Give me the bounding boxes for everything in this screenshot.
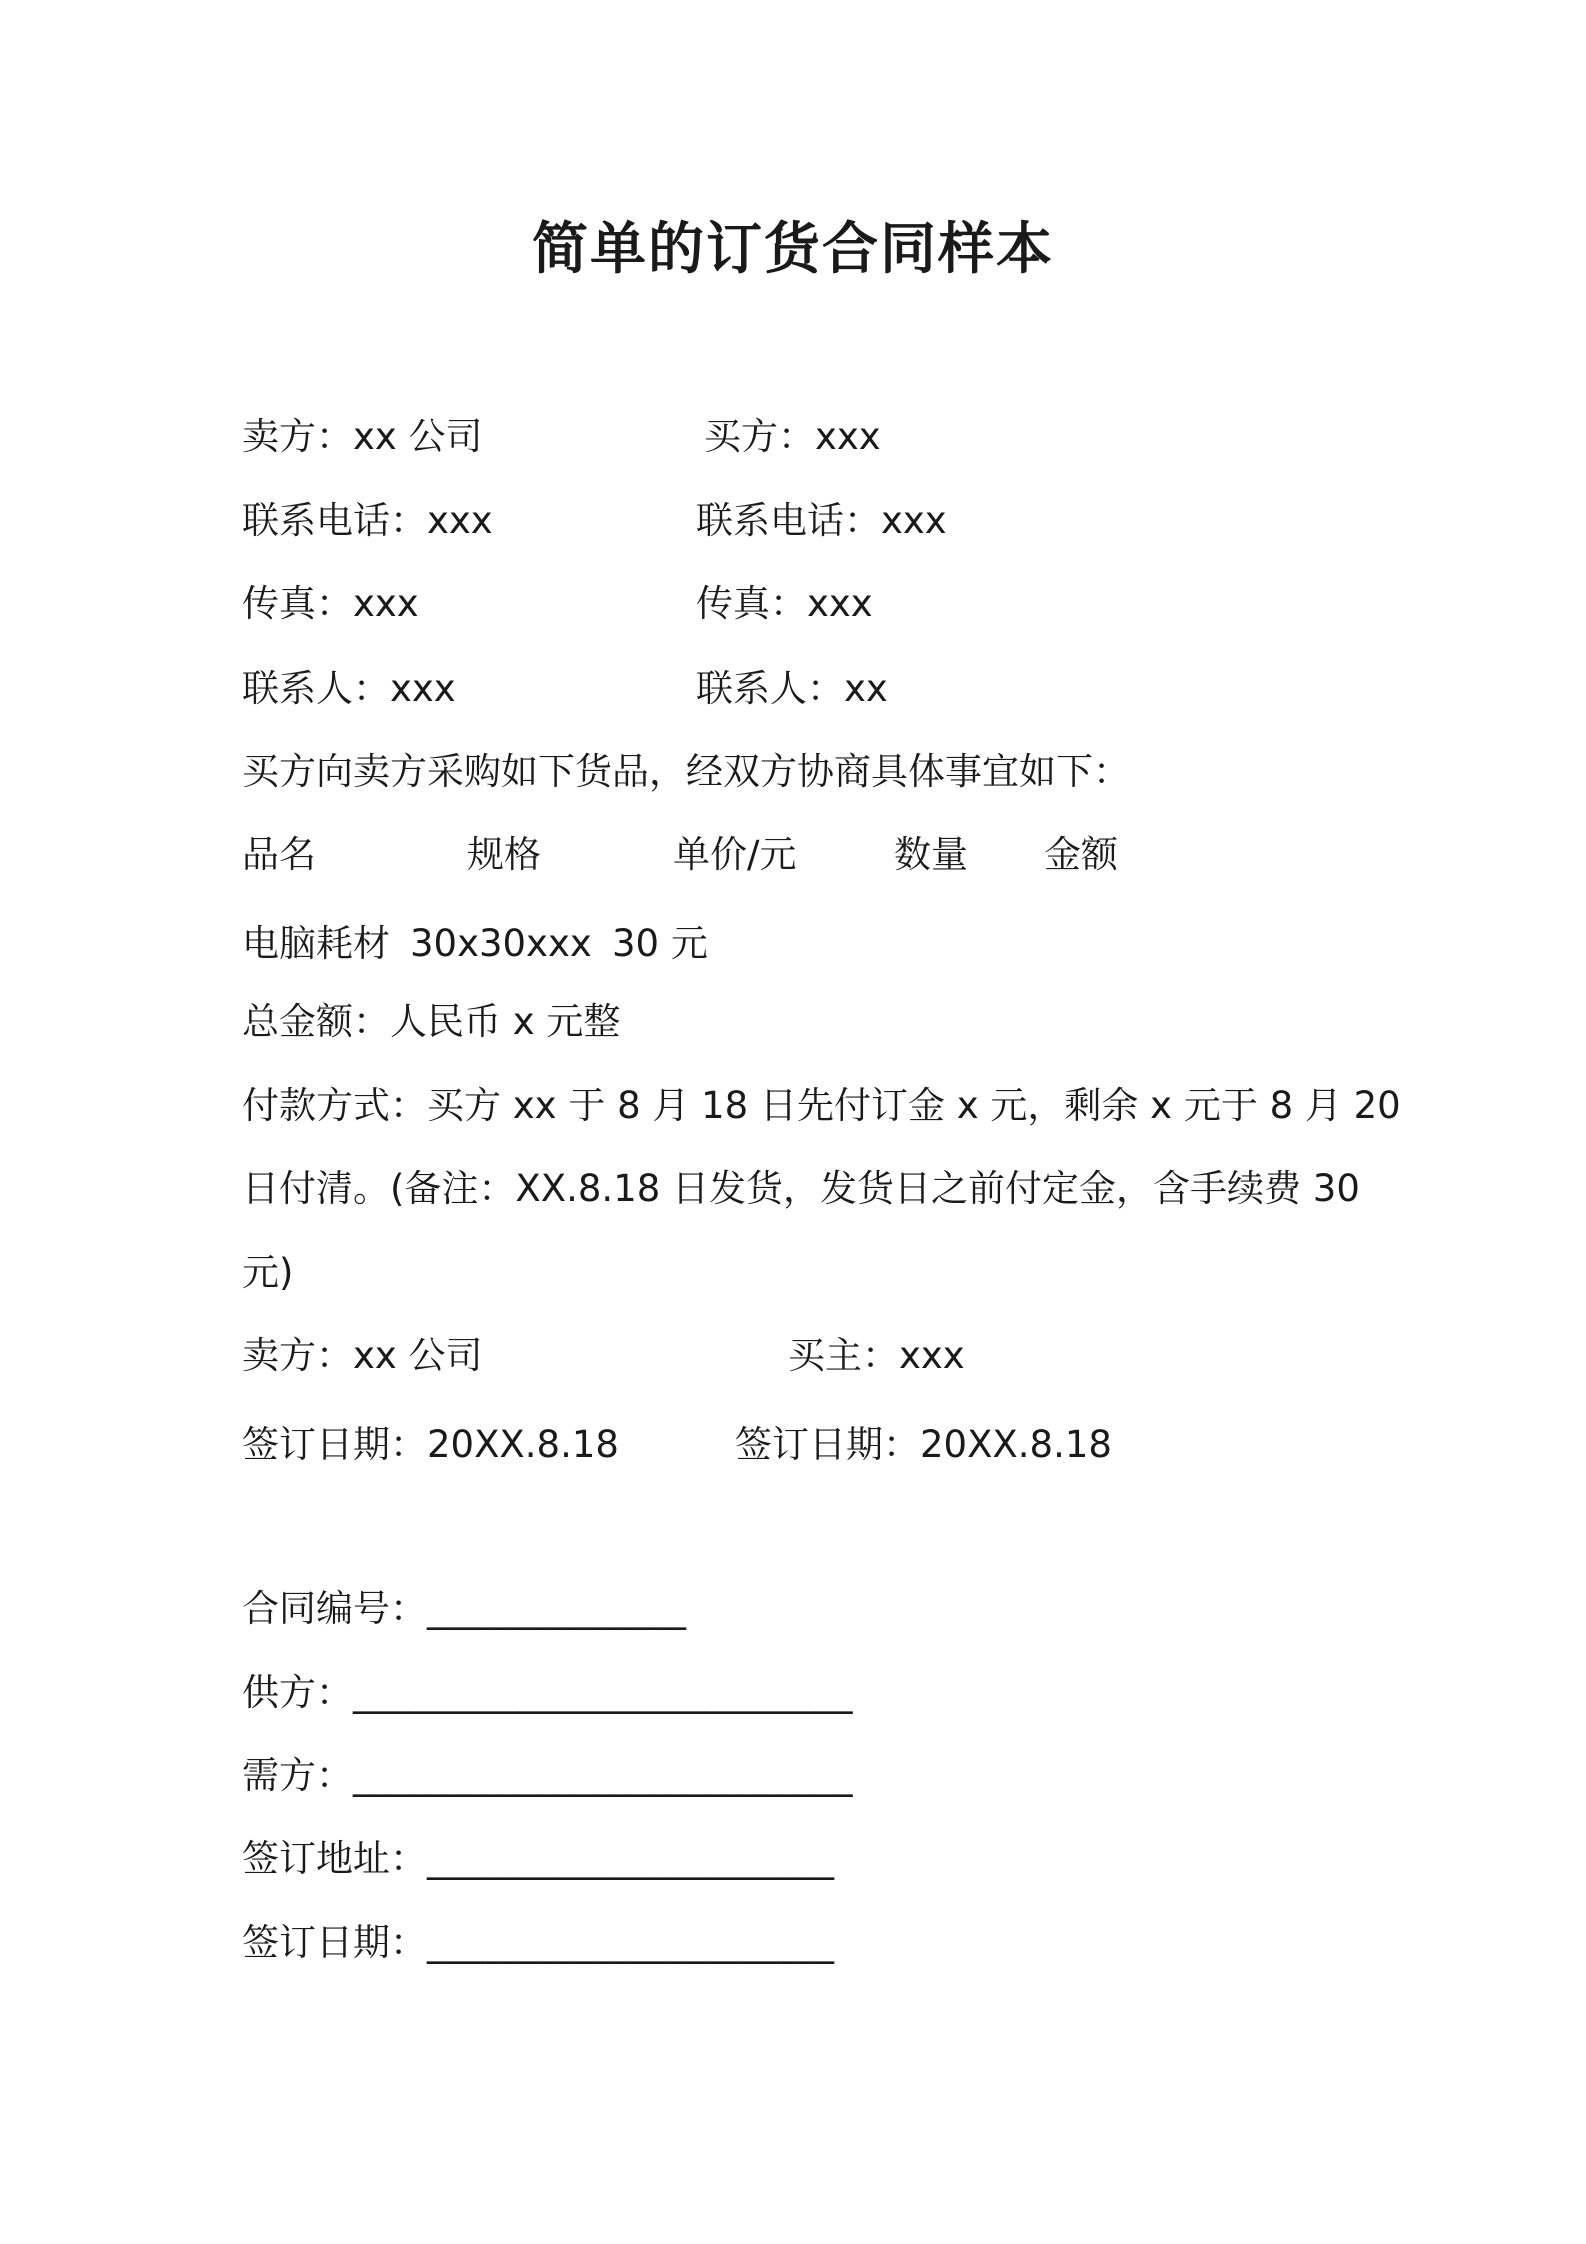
form-field-label: 签订日期： xyxy=(242,1921,427,1964)
buyer-fax: 传真：xxx xyxy=(696,582,873,625)
form-field-demander xyxy=(242,1751,853,1801)
form-field-label: 合同编号： xyxy=(242,1587,427,1630)
table-header-spec: 规格 xyxy=(467,833,541,876)
seller-name: 卖方：xx 公司 xyxy=(242,415,483,458)
buyer-sign: 买主：xxx xyxy=(788,1334,965,1377)
table-header-price: 单价/元 xyxy=(673,833,797,876)
document-title: 简单的订货合同样本 xyxy=(532,217,1054,282)
table-header-name: 品名 xyxy=(242,833,316,876)
buyer-sign-date: 签订日期：20XX.8.18 xyxy=(735,1423,1112,1466)
seller-sign-date: 签订日期：20XX.8.18 xyxy=(242,1423,619,1466)
seller-contact: 联系人：xxx xyxy=(242,667,456,710)
item-spec: 30x30xxx xyxy=(410,922,592,965)
total-amount: 总金额：人民币 x 元整 xyxy=(242,1000,621,1043)
seller-fax: 传真：xxx xyxy=(242,582,419,625)
seller-sign: 卖方：xx 公司 xyxy=(242,1334,483,1377)
form-field-contract-number xyxy=(242,1584,686,1634)
payment-line: 元) xyxy=(242,1251,294,1294)
form-field-label: 供方： xyxy=(242,1671,353,1714)
form-field-blank: ______________ xyxy=(427,1587,686,1630)
form-field-blank: ___________________________ xyxy=(353,1671,853,1714)
item-name: 电脑耗材 xyxy=(242,922,390,965)
table-header-amount: 金额 xyxy=(1044,833,1118,876)
form-field-blank: ______________________ xyxy=(427,1921,834,1964)
buyer-contact: 联系人：xx xyxy=(696,667,888,710)
payment-line: 日付清。(备注：XX.8.18 日发货，发货日之前付定金，含手续费 30 xyxy=(242,1167,1360,1210)
form-field-label: 需方： xyxy=(242,1754,353,1797)
form-field-blank: ______________________ xyxy=(427,1837,834,1880)
form-field-label: 签订地址： xyxy=(242,1837,427,1880)
item-price: 30 元 xyxy=(612,922,708,965)
seller-phone: 联系电话：xxx xyxy=(242,499,493,542)
form-field-supplier xyxy=(242,1668,853,1718)
form-field-sign-address xyxy=(242,1834,834,1884)
buyer-phone: 联系电话：xxx xyxy=(696,499,947,542)
intro-text: 买方向卖方采购如下货品，经双方协商具体事宜如下： xyxy=(242,750,1130,793)
table-header-quantity: 数量 xyxy=(894,833,968,876)
buyer-name: 买方：xxx xyxy=(704,415,881,458)
payment-line: 付款方式：买方 xx 于 8 月 18 日先付订金 x 元，剩余 x 元于 8 月 20 xyxy=(242,1084,1401,1127)
form-field-sign-date xyxy=(242,1918,834,1968)
form-field-blank: ___________________________ xyxy=(353,1754,853,1797)
